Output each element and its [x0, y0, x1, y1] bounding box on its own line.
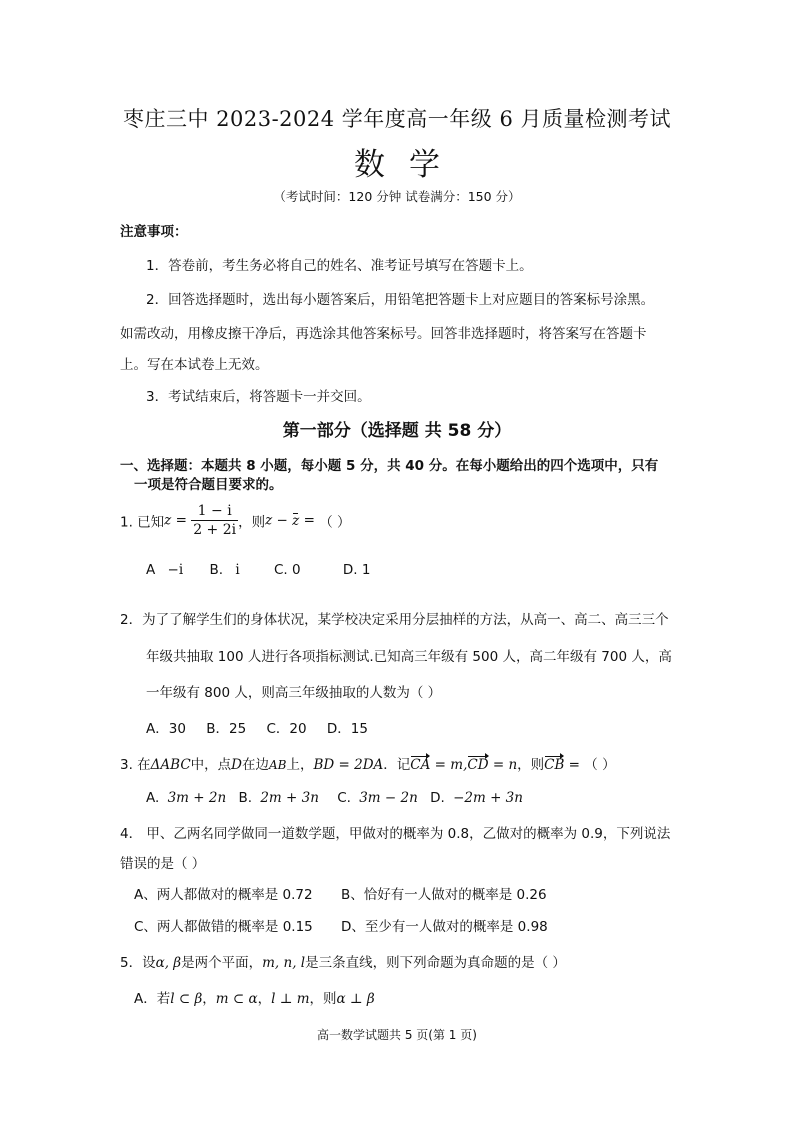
q1-option-b-label: B.	[209, 562, 224, 578]
q3-text-2: 在边	[242, 757, 269, 773]
question-1	[120, 502, 351, 539]
notice-item-2-line-1: 2．回答选择题时，选出每小题答案后，用铅笔把答题卡上对应题目的答案标号涂黑。	[146, 292, 655, 308]
q1-equals: =	[171, 512, 192, 529]
q4-option-a: A、两人都做对的概率是 0.72	[134, 887, 313, 903]
q3-option-a-label: A.	[146, 790, 160, 806]
q5-option-a-cond-2: m ⊂ α	[215, 991, 258, 1007]
q3-option-a-value: 3m + 2n	[167, 790, 227, 806]
q3-option-c-value: 3m − 2n	[359, 790, 418, 806]
q3-vector-cb: CB	[544, 757, 565, 773]
question-5	[120, 951, 566, 971]
q1-expr-z: z	[265, 512, 273, 529]
q2-option-b: B．25	[206, 721, 247, 737]
q4-option-d: D、至少有一人做对的概率是 0.98	[341, 919, 548, 935]
q3-option-d-value: −2m + 3n	[453, 790, 523, 806]
q5-prefix: 5．设	[120, 955, 156, 971]
q5-text-1: 是两个平面，	[181, 955, 263, 971]
q3-side-ab: AB	[269, 758, 287, 772]
q5-option-a	[134, 987, 375, 1007]
q1-option-a-label: A	[146, 562, 156, 578]
q1-fraction	[191, 502, 238, 539]
q3-option-d-label: D.	[430, 790, 445, 806]
q2-option-d: D．15	[326, 721, 368, 737]
section-1-instructions-line-1: 一、选择题：本题共 8 小题，每小题 5 分，共 40 分。在每小题给出的四个选项中，只有	[120, 458, 659, 474]
part-1-heading: 第一部分（选择题 共 58 分）	[282, 421, 512, 441]
q3-prefix: 3. 在	[120, 757, 151, 773]
q5-option-a-then: ，则	[309, 991, 337, 1007]
q1-prefix: 1. 已知	[120, 514, 165, 531]
q3-option-b-value: 2m + 3n	[260, 790, 319, 806]
q3-option-c-label: C.	[337, 790, 351, 806]
notice-item-2-line-3: 上。写在本试卷上无效。	[120, 357, 269, 373]
q5-planes: α, β	[155, 955, 182, 971]
q2-options	[146, 717, 368, 737]
q3-condition: BD = 2DA	[313, 757, 384, 773]
q3-vector-ca: CA	[410, 757, 431, 773]
q4-option-b: B、恰好有一人做对的概率是 0.26	[341, 887, 547, 903]
q5-text-2: 是三条直线，则下列命题为真命题的是（ ）	[305, 955, 566, 971]
q5-option-a-cond-3: l ⊥ m	[271, 991, 310, 1007]
q1-mid: ，则	[238, 514, 266, 531]
q3-text-3: 上，	[286, 757, 314, 773]
notice-item-1: 1．答卷前，考生务必将自己的姓名、准考证号填写在答题卡上。	[146, 258, 533, 274]
q5-lines: m, n, l	[262, 955, 306, 971]
question-3	[120, 753, 616, 773]
q1-denominator: 2 + 2i	[193, 522, 237, 538]
q2-line-1: 2．为了了解学生们的身体状况，某学校决定采用分层抽样的方法，从高一、高二、高三三个	[120, 612, 669, 628]
notice-item-2-line-2: 如需改动，用橡皮擦干净后，再选涂其他答案标号。回答非选择题时，将答案写在答题卡	[120, 326, 647, 342]
q3-text-4: ．记	[383, 757, 411, 773]
q1-expr-equals: =	[299, 512, 320, 529]
exam-title: 枣庄三中 2023-2024 学年度高一年级 6 月质量检测考试	[122, 107, 672, 131]
q1-expr-zbar: z	[292, 512, 300, 529]
q5-option-a-prefix: A．若	[134, 991, 171, 1007]
q1-var-z: z	[164, 512, 172, 529]
q1-option-b-value: i	[235, 562, 240, 578]
q5-option-a-sep-1: ，	[202, 991, 216, 1007]
q2-option-c: C．20	[266, 721, 307, 737]
q3-answer-paren: = （ ）	[564, 757, 616, 773]
q4-option-c: C、两人都做错的概率是 0.15	[134, 919, 313, 935]
q3-vector-cd: CD	[467, 757, 489, 773]
q1-answer-paren: （ ）	[319, 514, 351, 531]
q1-option-c: C. 0	[273, 562, 301, 578]
page-footer: 高一数学试题共 5 页(第 1 页)	[317, 1028, 477, 1042]
q5-option-a-cond-1: l ⊂ β	[170, 991, 203, 1007]
q1-option-a-value: −i	[167, 562, 184, 578]
section-1-instructions-line-2: 一项是符合题目要求的。	[134, 477, 283, 493]
q3-eq-n: = n	[488, 757, 518, 773]
time-note: （考试时间：120 分钟 试卷满分：150 分）	[273, 189, 521, 204]
notice-item-3: 3．考试结束后，将答题卡一并交回。	[146, 389, 371, 405]
q1-option-d: D. 1	[342, 562, 371, 578]
notice-heading: 注意事项：	[120, 224, 188, 240]
q4-line-2: 错误的是（ ）	[120, 856, 206, 872]
q3-text-1: 中，点	[190, 757, 232, 773]
q3-text-5: ，则	[517, 757, 545, 773]
q4-line-1: 4． 甲、乙两名同学做同一道数学题，甲做对的概率为 0.8，乙做对的概率为 0.9，下列说法	[120, 826, 671, 842]
q1-expr-minus: −	[272, 512, 293, 529]
q3-options	[146, 790, 523, 806]
q2-line-3: 一年级有 800 人，则高三年级抽取的人数为（ ）	[146, 685, 442, 701]
q1-options	[146, 562, 370, 578]
q5-option-a-sep-2: ，	[257, 991, 272, 1007]
q5-option-a-result: α ⊥ β	[336, 991, 375, 1007]
q2-line-2: 年级共抽取 100 人进行各项指标测试.已知高三年级有 500 人，高二年级有 700 人，高	[146, 649, 672, 665]
subject-title: 数学	[354, 147, 464, 183]
q3-option-b-label: B.	[238, 790, 253, 806]
q3-triangle: ΔABC	[150, 757, 191, 773]
q1-numerator: 1 − i	[191, 502, 238, 521]
q3-point-d: D	[231, 757, 242, 773]
q2-option-a: A．30	[146, 721, 186, 737]
q3-eq-m: = m,	[430, 757, 468, 773]
